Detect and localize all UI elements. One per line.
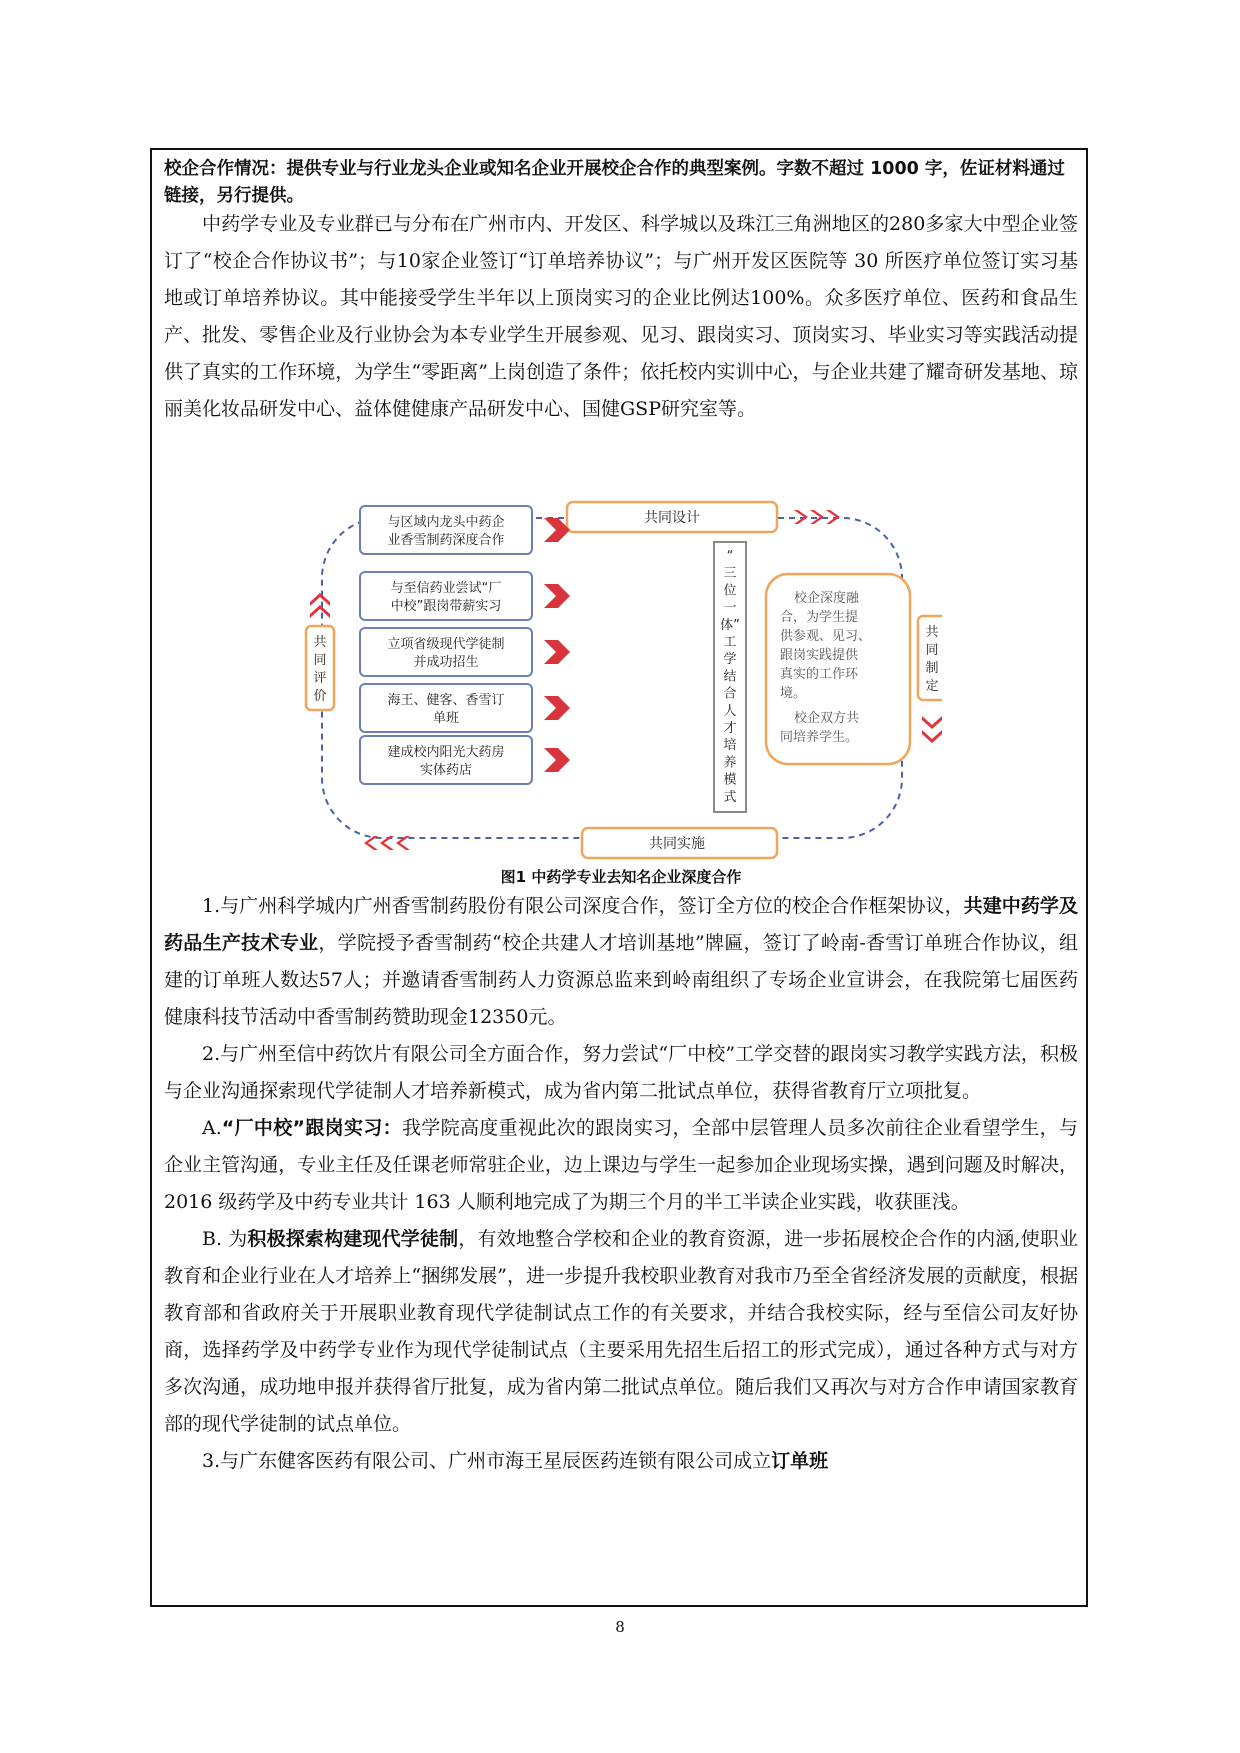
form-table — [150, 148, 1088, 1607]
paraA-text: 我学院高度重视此次的跟岗实习，全部中层管理人员多次前往企业看望学生，与企业主管沟通，专业主任及任课老师常驻企业，边上课边与学生一起参加企业现场实操，遇到问题及时解决，2016 级药学及中药专业共计 163 人顺利地完成了为期三个月的半工半读企业实践，收获匪浅。 — [164, 1117, 1078, 1213]
intro-paragraph: 中药学专业及专业群已与分布在广州市内、开发区、科学城以及珠江三角洲地区的280多家大中型企业签订了“校企合作协议书”；与10家企业签订“订单培养协议”；与广州开发区医院等 30 所医疗单位签订实习基地或订单培养协议。其中能接受学生半年以上顶岗实习的企业比例达100%。众多医疗单位、医药和食品生产、批发、零售企业及行业协会为本专业学生开展参观、见习、跟岗实习、顶岗实习、毕业实习等实践活动提供了真实的工作环境，为学生“零距离”上岗创造了条件；依托校内实训中心，与企业共建了耀奇研发基地、琼丽美化妆品研发中心、益体健健康产品研发中心、国健GSP研究室等。 — [164, 213, 1078, 420]
initiative-line-2: 单班 — [432, 711, 460, 726]
chevron-up-icon — [310, 593, 330, 618]
para1-text-a: 1.与广州科学城内广州香雪制药股份有限公司深度合作，签订全方位的校企合作框架协议， — [202, 895, 964, 917]
paragraph-2: 2.与广州至信中药饮片有限公司全方面合作，努力尝试“厂中校”工学交替的跟岗实习教学实践方法，积极与企业沟通探索现代学徒制人才培养新模式，成为省内第二批试点单位，获得省教育厅立项批复。 — [164, 1043, 1078, 1102]
intro-section — [164, 206, 1078, 428]
center-model-box — [714, 542, 746, 812]
initiative-line-1: 与区域内龙头中药企 — [387, 515, 505, 530]
label-joint-formulate: 共同制定 — [925, 625, 939, 694]
initiative-line-2: 并成功招生 — [413, 655, 479, 670]
paraA-prefix: A. — [202, 1117, 222, 1139]
initiative-line-1: 立项省级现代学徒制 — [387, 637, 505, 652]
para3-text: 3.与广东健客医药有限公司、广州市海王星辰医药连锁有限公司成立 — [202, 1450, 772, 1472]
initiative-line-1: 与至信药业尝试“厂 — [390, 581, 502, 596]
outcome-box — [766, 574, 910, 764]
initiative-line-1: 海王、健客、香雪订 — [387, 693, 505, 708]
initiative-box — [360, 684, 570, 732]
paraB-prefix: B. 为 — [202, 1228, 248, 1250]
paragraph-1 — [164, 888, 1078, 1036]
chevron-arrow-icon — [544, 584, 570, 608]
cooperation-diagram — [282, 480, 942, 870]
paraB-bold: 积极探索构建现代学徒制 — [247, 1228, 459, 1250]
initiative-line-2: 中校”跟岗带薪实习 — [390, 599, 502, 614]
initiative-box — [360, 506, 570, 554]
para3-bold: 订单班 — [771, 1450, 829, 1472]
figure-caption: 图1 中药学专业去知名企业深度合作 — [500, 868, 742, 886]
label-joint-implement: 共同实施 — [649, 836, 705, 852]
top-label-box — [567, 502, 777, 532]
initiative-line-1: 建成校内阳光大药房 — [387, 745, 505, 760]
model-label-vertical: “三位一体”工学结合人才培养模式 — [720, 549, 740, 805]
paragraph-3 — [164, 1443, 1078, 1480]
initiative-box — [360, 628, 570, 676]
right-label-box — [918, 616, 942, 700]
outcome-text: 校企深度融合，为学生提供参观、见习、跟岗实践提供真实的工作环境。校企双方共同培养学生。 — [780, 591, 872, 745]
initiative-line-2: 业香雪制药深度合作 — [387, 533, 505, 548]
chevron-arrow-icon — [544, 696, 570, 720]
bottom-label-box — [582, 828, 777, 858]
case-details — [164, 888, 1078, 1480]
para1-bold: 共建中药学及药品生产技术专业 — [164, 895, 1078, 954]
initiative-box — [360, 572, 570, 620]
para1-text-b: ，学院授予香雪制药“校企共建人才培训基地”牌匾，签订了岭南-香雪订单班合作协议，组建的订单班人数达57人；并邀请香雪制药人力资源总监来到岭南组织了专场企业宣讲会，在我院第七届医药健康科技节活动中香雪制药赞助现金12350元。 — [164, 932, 1078, 1028]
initiative-line-2: 实体药店 — [419, 763, 473, 778]
chevron-down-icon — [922, 716, 942, 743]
label-joint-design: 共同设计 — [644, 510, 700, 526]
paragraph-b — [164, 1221, 1078, 1443]
label-joint-evaluate: 共同评价 — [313, 635, 327, 704]
chevron-arrow-icon — [544, 640, 570, 664]
page-number: 8 — [615, 1618, 625, 1636]
section-prompt: 校企合作情况：提供专业与行业龙头企业或知名企业开展校企合作的典型案例。字数不超过 1000 字，佐证材料通过链接，另行提供。 — [164, 159, 1065, 206]
paraA-bold: “厂中校”跟岗实习： — [221, 1117, 402, 1139]
chevron-arrow-icon — [544, 748, 570, 772]
initiative-box — [360, 736, 570, 784]
paragraph-a — [164, 1110, 1078, 1221]
paraB-text: ，有效地整合学校和企业的教育资源，进一步拓展校企合作的内涵,使职业教育和企业行业在人才培养上“捆绑发展”，进一步提升我校职业教育对我市乃至全省经济发展的贡献度，根据教育部和省政府关于开展职业教育现代学徒制试点工作的有关要求，并结合我校实际，经与至信公司友好协商，选择药学及中药学专业作为现代学徒制试点（主要采用先招生后招工的形式完成），通过各种方式与对方多次沟通，成功地申报并获得省厅批复，成为省内第二批试点单位。随后我们又再次与对方合作申请国家教育部的现代学徒制的试点单位。 — [164, 1228, 1078, 1435]
initiative-boxes — [360, 506, 570, 784]
left-label-box — [306, 626, 334, 710]
